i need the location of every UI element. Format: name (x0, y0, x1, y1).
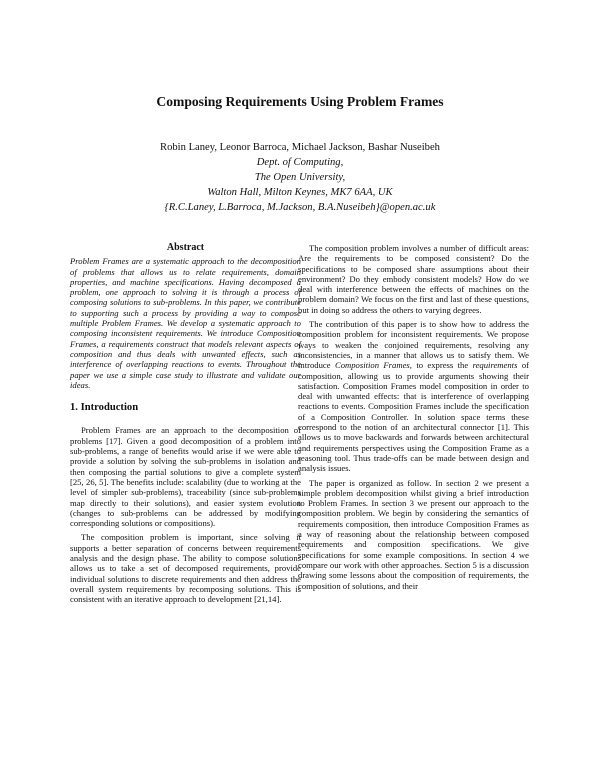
abstract-text: Problem Frames are a systematic approach to the decomposition of problems that allows us to relate requirements, domain properties, and machine specifications. Having decomposed a problem, one approach to solving it is through a process of composing solutions to sub-problems. In this paper, we contribute to supporting such a process by providing a way to compose multiple Problem Frames. We develop a systematic approach to composing inconsistent requirements. We introduce Composition Frames, a requirements construct that models relevant aspects of composition and thus deals with unwanted effects, such as interference of overlapping reactions to events. Throughout the paper we use a simple case study to illustrate and validate our ideas. (70, 256, 301, 390)
abstract-heading: Abstract (166, 242, 205, 253)
author-block (0, 140, 600, 215)
p2-text-c: of composition, allowing us to provide arguments showing their satisfaction. Composition Frames model composition in order to deal with unwanted effects: that is interference of overlapping reactions to events. Composition Frames include the specification of a Composition Controller. In solution space terms these correspond to the notion of an architectural connector [1]. This allows us to move backwards and forwards between architectural and requirements perspectives using the Composition Frame as a reasoning tool. Thus trade-offs can be made between design and analysis issues. (298, 360, 529, 474)
p2-emphasis-requirements: requirements (472, 360, 518, 371)
right-paragraph-3: The paper is organized as follow. In section 2 we present a simple problem decomposition whilst giving a brief introduction to Problem Frames. In section 3 we present our approach to the composition problem. We begin by considering the semantics of requirements composition, then introduce Composition Frames as a way of reasoning about the relationship between composed requirements and composition specifications. We give specifications for some example compositions. In section 4 we compare our work with other approaches. Section 5 is a discussion drawing some lessons about the composition of requirements, the composition of solutions, and their (298, 477, 529, 591)
author-names: Robin Laney, Leonor Barroca, Michael Jackson, Bashar Nuseibeh (160, 142, 440, 153)
right-paragraph-2 (298, 319, 529, 473)
right-paragraph-1: The composition problem involves a number of difficult areas: Are the requirements to be composed consistent? Do the specifications to be composed share assumptions about their environment? Do they embody consistent models? How do we deal with interference between the effects of machines on the problem domain? We focus on the first and last of these questions, but in doing so address the others to varying degrees. (298, 243, 529, 315)
intro-paragraph-2: The composition problem is important, since solving it supports a better separation of concerns between requirements analysis and the design phase. The ability to compose solutions allows us to take a set of decomposed requirements, provide individual solutions to discrete requirements and then address the overall system requirements by recomposing solutions. This is consistent with an iterative approach to development [21,14]. (70, 532, 301, 605)
intro-heading: 1. Introduction (70, 402, 139, 414)
p2-emphasis-composition-frames: Composition Frames, (334, 360, 412, 371)
paper-title: Composing Requirements Using Problem Frames (156, 94, 444, 109)
affiliation-address: Walton Hall, Milton Keynes, MK7 6AA, UK (207, 187, 393, 198)
affiliation-university: The Open University, (254, 172, 346, 183)
p2-text-a: The contribution of this paper is to show how to address the composition problem for inconsistent requirements. We propose ways to weaken the conjoined requirements, resolving any inconsistencies, in a manner that allows us to satisfy them. We introduce (298, 319, 529, 371)
author-emails: {R.C.Laney, L.Barroca, M.Jackson, B.A.Nuseibeh}@open.ac.uk (164, 202, 436, 213)
right-column (298, 243, 529, 595)
intro-paragraph-1: Problem Frames are an approach to the decomposition of problems [17]. Given a good decomposition of a problem into sub-problems, a range of benefits would arise if we were able to provide a solution by solving the sub-problems in isolation and then composing the partial solutions to give a complete system [25, 26, 5]. The benefits include: scalability (due to working at the level of simpler sub-problems), traceability (since sub-problems map directly to their solutions), and easier system evolution (changes to sub-problems can be addressed by modifying corresponding solutions or compositions). (70, 425, 301, 529)
affiliation-dept: Dept. of Computing, (256, 157, 344, 168)
p2-text-b: to express the (411, 360, 473, 371)
left-column (70, 243, 301, 609)
